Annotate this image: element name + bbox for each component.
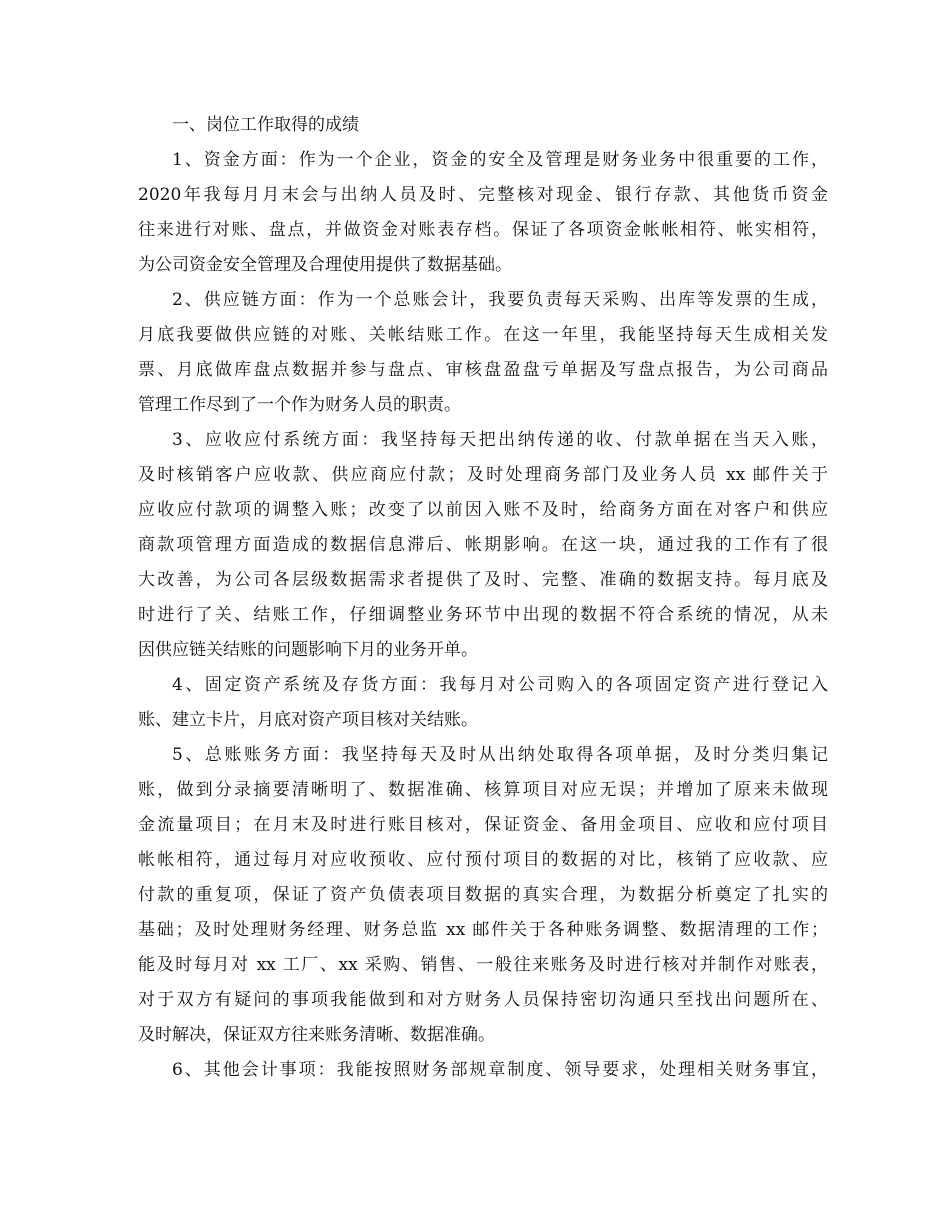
paragraph-line: 因供应链关结账的问题影响下月的业务开单。 [138, 640, 478, 660]
paragraph-line: 账，做到分录摘要清晰明了、数据准确、核算项目对应无误；并增加了原来未做现 [138, 780, 828, 800]
paragraph-line: 大改善，为公司各层级数据需求者提供了及时、完整、准确的数据支持。每月底及 [138, 570, 828, 590]
paragraph-line: 5、总账账务方面：我坚持每天及时从出纳处取得各项单据，及时分类归集记 [172, 745, 828, 765]
paragraph-line: 应收应付款项的调整入账；改变了以前因入账不及时，给商务方面在对客户和供应 [138, 500, 828, 520]
paragraph-line: 帐帐相符，通过每月对应收预收、应付预付项目的数据的对比，核销了应收款、应 [138, 850, 828, 870]
paragraph-line: 能及时每月对 xx 工厂、xx 采购、销售、一般往来账务及时进行核对并制作对账表， [138, 955, 828, 975]
paragraph-line: 付款的重复项，保证了资产负债表项目数据的真实合理，为数据分析奠定了扎实的 [138, 885, 828, 905]
paragraph-general-ledger [138, 738, 828, 1053]
paragraph-line: 2020年我每月月末会与出纳人员及时、完整核对现金、银行存款、其他货币资金 [138, 185, 828, 205]
section-heading: 一、岗位工作取得的成绩 [172, 115, 359, 135]
paragraph-line: 账、建立卡片，月底对资产项目核对关结账。 [138, 710, 478, 730]
document-page [138, 108, 828, 1088]
paragraph-line: 2、供应链方面：作为一个总账会计，我要负责每天采购、出库等发票的生成， [172, 290, 828, 310]
paragraph-line: 商款项管理方面造成的数据信息滞后、帐期影响。在这一块，通过我的工作有了很 [138, 535, 828, 555]
paragraph-line: 对于双方有疑问的事项我能做到和对方财务人员保持密切沟通只至找出问题所在、 [138, 990, 828, 1010]
paragraph-line: 票、月底做库盘点数据并参与盘点、审核盘盈盘亏单据及写盘点报告，为公司商品 [138, 360, 828, 380]
paragraph-supply-chain [138, 283, 828, 423]
paragraph-line: 时进行了关、结账工作，仔细调整业务环节中出现的数据不符合系统的情况，从未 [138, 605, 828, 625]
paragraph-line: 往来进行对账、盘点，并做资金对账表存档。保证了各项资金帐帐相符、帐实相符， [138, 220, 828, 240]
paragraph-line: 3、应收应付系统方面：我坚持每天把出纳传递的收、付款单据在当天入账， [172, 430, 828, 450]
paragraph-line: 及时解决，保证双方往来账务清晰、数据准确。 [138, 1025, 495, 1045]
paragraph-fixed-assets [138, 668, 828, 738]
paragraph-line: 管理工作尽到了一个作为财务人员的职责。 [138, 395, 461, 415]
paragraph-line: 6、其他会计事项：我能按照财务部规章制度、领导要求，处理相关财务事宜， [172, 1060, 828, 1080]
paragraph-line: 月底我要做供应链的对账、关帐结账工作。在这一年里，我能坚持每天生成相关发 [138, 325, 828, 345]
paragraph-line: 及时核销客户应收款、供应商应付款；及时处理商务部门及业务人员 xx 邮件关于 [138, 465, 828, 485]
paragraph-line: 1、资金方面：作为一个企业，资金的安全及管理是财务业务中很重要的工作， [172, 150, 828, 170]
paragraph-receivables-payables [138, 423, 828, 668]
paragraph-line: 金流量项目；在月末及时进行账目核对，保证资金、备用金项目、应收和应付项目 [138, 815, 828, 835]
paragraph-line: 4、固定资产系统及存货方面：我每月对公司购入的各项固定资产进行登记入 [172, 675, 828, 695]
paragraph-line: 为公司资金安全管理及合理使用提供了数据基础。 [138, 255, 512, 275]
paragraph-funds [138, 143, 828, 283]
paragraph-other-accounting [138, 1053, 828, 1088]
paragraph-line: 基础；及时处理财务经理、财务总监 xx 邮件关于各种账务调整、数据清理的工作； [138, 920, 828, 940]
